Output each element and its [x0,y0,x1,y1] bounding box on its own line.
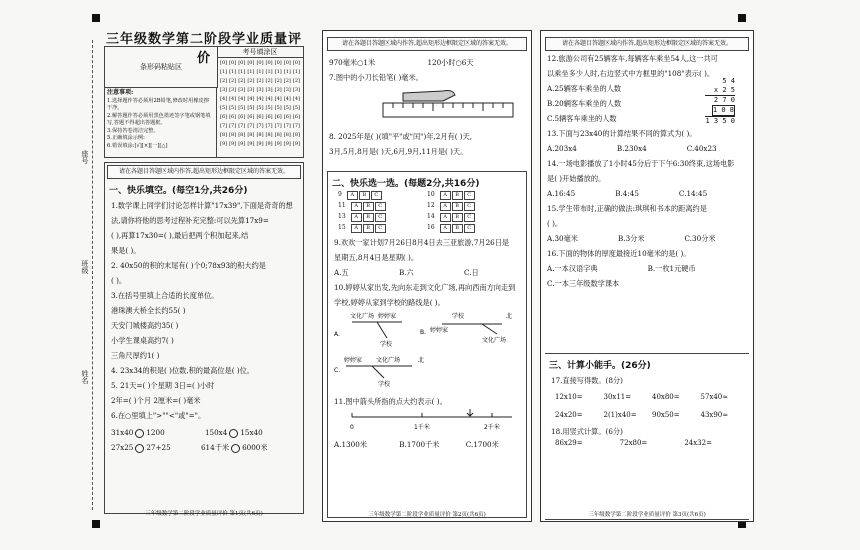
choice-bubble[interactable]: B [363,202,374,211]
side-seat: 座号 [81,150,89,164]
bubble[interactable]: [6] [274,114,282,120]
page-footer: 三年级数学第二阶段学业质量评价 第2页(共6页) [368,512,486,518]
choice-number: 14 [427,213,435,220]
bubble[interactable]: [7] [220,123,228,129]
page-2 [322,30,532,522]
bubble[interactable]: [5] [256,105,264,111]
question-13: 13.下面与23x40的计算结果不同的算式为( )。 [547,129,697,138]
page-3 [540,30,754,522]
bubble[interactable]: [4] [220,96,228,102]
bubble[interactable]: [4] [238,96,246,102]
bubble[interactable]: [1] [292,69,300,75]
bubble[interactable]: [5] [247,105,255,111]
option-a[interactable]: A.一本汉语字典 [547,264,598,273]
compare-text: 970毫米○1米 [329,58,376,67]
bubble[interactable]: [2] [283,78,291,84]
choice-row [338,213,427,222]
choice-bubble[interactable]: B [452,202,463,211]
option-b[interactable]: B.一枚1元硬币 [647,264,696,273]
bubble[interactable]: [4] [274,96,282,102]
bubble[interactable]: [7] [265,123,273,129]
option-c[interactable]: C.一本三年级数学课本 [547,279,620,288]
choice-row [338,191,427,200]
choice-bubble[interactable]: C [464,191,475,200]
choice-bubble[interactable]: C [464,213,475,222]
bubble[interactable]: [0] [229,60,237,66]
question-line: 4. 23x34的积是( )位数,积的最高位是( )位。 [111,366,254,375]
bubble[interactable]: [2] [247,78,255,84]
compare-right: 6000米 [242,443,268,452]
compare-row [329,55,531,70]
bubble[interactable]: [3] [238,87,246,93]
question-line: ( ),再算17x30=( ),最后把两个积加起来,结 [111,231,249,240]
choice-row [427,202,516,211]
bubble[interactable]: [8] [274,132,282,138]
page-title: 三年级数学第二阶段学业质量评价 [105,32,302,66]
binding-line [92,40,93,510]
compare-circle[interactable] [231,444,240,453]
compare-circle[interactable] [135,444,144,453]
bubble[interactable]: [7] [274,123,282,129]
bubble[interactable]: [0] [256,60,264,66]
question-line: 2. 40x50的积的末尾有( )个0;78x93的积大约是 [111,261,266,270]
q13-options [547,141,753,156]
question-line: 6.在○里填上">""<"或"="。 [111,411,206,420]
bubble[interactable]: [9] [274,141,282,147]
question-11: 11.图中箭头所指的点大约表示( )。 [334,397,447,406]
corner-mark [92,14,100,22]
choice-number: 15 [338,224,346,231]
choice-bubble[interactable]: A [351,202,362,211]
option-a[interactable]: A.25辆客车乘坐的人数 [547,84,622,93]
choice-row [338,224,427,233]
bubble[interactable]: [0] [247,60,255,66]
bubble[interactable]: [7] [238,123,246,129]
compare-right: 27+25 [146,443,171,452]
note-line: 1.选择题作答必须用2B铅笔,修改时用橡皮擦干净。 [107,97,209,111]
option-c[interactable]: C.1700米 [465,440,499,449]
choice-bubble[interactable]: B [452,224,463,233]
question-17: 17.直接写得数。(8分) [551,376,623,385]
choice-row [427,191,516,200]
question-line: 3.在括号里填上合适的长度单位。 [111,291,219,300]
bubble[interactable]: [0] [283,60,291,66]
bubble[interactable]: [9] [238,141,246,147]
choice-bubble[interactable]: C [375,202,386,211]
side-class: 班级 [81,260,89,274]
question-line: 法,请你将他的思考过程补充完整:可以先算17x9= [111,216,269,225]
choice-bubble[interactable]: B [363,224,374,233]
question-12: 12.旅游公司有25辆客车,每辆客车乘坐54人,这一共可 [547,54,718,63]
exam-number-label: 考号填涂区 [217,47,303,58]
bubble[interactable]: [6] [292,114,300,120]
bubble[interactable]: [6] [220,114,228,120]
calc-item: 12x10= [555,393,583,401]
vert-line: 1 3 5 0 [705,117,735,125]
question-9-line: 星期五,8月4日是星期( )。 [334,253,419,262]
bubble[interactable]: [0] [220,60,228,66]
exam-number-grid[interactable] [217,47,303,157]
question-14-line: 是( )开始播放的。 [547,174,606,183]
section-title: 三、计算小能手。(26分) [549,361,651,371]
banner: 请在各题目答题区域内作答,超出矩形边框限定区域的答案无效。 [107,165,301,179]
tick-label: 2千米 [484,424,500,431]
note-line: 6.错误填涂:[√][×][一][△] [107,142,168,149]
bubble[interactable]: [4] [256,96,264,102]
compare-left: 27x25 [111,443,134,452]
bubble[interactable]: [1] [274,69,282,75]
vert-line: 5 4 [722,77,735,85]
map-label: 婷婷家 [430,327,449,334]
calc-grid [555,388,749,424]
choice-bubble[interactable]: A [351,213,362,222]
q14-options [547,186,753,201]
bubble[interactable]: [5] [292,105,300,111]
option-c[interactable]: C.日 [464,268,479,277]
vcalc-item: 72x80= [619,439,648,447]
tick-label: 1千米 [414,424,430,431]
vertical-calc [705,77,735,126]
choice-row [338,202,427,211]
tick-label: 0 [350,424,354,431]
question-7: 7.图中的小刀长铅笔( )毫米。 [329,73,423,82]
map-c-label: C. [334,367,341,374]
choice-number: 16 [427,224,435,231]
question-8: 8. 2025年是( )(填"平"或"闰")年,2月有( )天, [329,132,473,141]
calc-item: 40x80= [652,393,680,401]
bubble[interactable]: [9] [229,141,237,147]
bubble[interactable]: [3] [256,87,264,93]
option-c[interactable]: C.40x23 [686,144,717,153]
choice-row [427,224,516,233]
compare-text: 120小时○6天 [427,58,474,67]
choice-bubble[interactable]: A [347,191,358,200]
bubble[interactable]: [1] [283,69,291,75]
question-15: 15.学生带布时,正确的做法:琪琪和书本的距离约是 [547,204,707,213]
bubble[interactable]: [3] [292,87,300,93]
option-a[interactable]: A.五 [334,268,349,277]
side-name: 姓名 [81,370,89,384]
question-line: 港珠澳大桥全长约55( ) [111,306,186,315]
bubble[interactable]: [5] [265,105,273,111]
question-line: 5. 21天=( )个星期 3日=( )小时 [111,381,215,390]
notes-heading: 注意事项: [107,89,134,96]
option-a[interactable]: A.30毫米 [547,234,578,243]
bubble[interactable]: [2] [220,78,228,84]
bubble[interactable]: [3] [247,87,255,93]
bubble[interactable]: [7] [247,123,255,129]
choice-number: 12 [427,202,435,209]
answer-area-3 [545,353,749,520]
bubble[interactable]: [0] [238,60,246,66]
question-10-line: 学校,婷婷从家到学校的路线是( )。 [334,298,445,307]
compare-left: 31x40 [111,428,134,437]
bubble[interactable]: [8] [283,132,291,138]
choice-bubble[interactable]: B [452,191,463,200]
vert-line: 2 7 0 [713,96,735,104]
north-label: 北 [506,313,513,320]
calc-item: 90x50= [652,411,680,419]
compare-right: 1200 [146,428,165,437]
choice-bubble[interactable]: A [440,202,451,211]
map-label: 婷婷家 [344,357,363,364]
bubble[interactable]: [2] [274,78,282,84]
calc-item: 24x20= [555,411,583,419]
compare-row [111,425,303,440]
bubble[interactable]: [5] [283,105,291,111]
compare-row [111,440,303,455]
bubble[interactable]: [6] [265,114,273,120]
calc-item: 43x90≈ [700,411,729,419]
calc-item: 2(1)x40= [603,411,637,419]
choice-bubble[interactable]: C [375,224,386,233]
choice-bubble[interactable]: B [452,213,463,222]
option-b[interactable]: B.20辆客车乘坐的人数 [547,99,622,108]
choice-number: 10 [427,191,435,198]
bubble[interactable]: [5] [238,105,246,111]
bubble[interactable]: [1] [238,69,246,75]
map-a-label: A. [334,331,340,338]
section-title: 二、快乐选一选。(每题2分,共16分) [332,179,480,189]
map-label: 文化广场 [482,337,507,344]
option-b[interactable]: B.4:45 [615,189,639,198]
bubble[interactable]: [1] [220,69,228,75]
option-b[interactable]: B.3分米 [618,234,645,243]
bubble[interactable]: [8] [265,132,273,138]
bubble[interactable]: [8] [292,132,300,138]
number-line [332,409,532,433]
bubble[interactable]: [8] [238,132,246,138]
map-label: 婷婷家 [378,313,397,320]
question-10: 10.婷婷从家出发,先向东走到文化广场,再向西南方向走到 [334,283,516,292]
bubble[interactable]: [6] [247,114,255,120]
option-a[interactable]: A.203x4 [547,144,577,153]
bubble[interactable]: [7] [256,123,264,129]
question-line: ( )。 [111,276,127,285]
calc-item: 30x11= [603,393,632,401]
choice-bubble[interactable]: B [363,213,374,222]
bubble[interactable]: [2] [229,78,237,84]
page-footer: 三年级数学第二阶段学业质量评价 第3页(共6页) [588,512,706,518]
bubble[interactable]: [4] [292,96,300,102]
north-label: 北 [418,357,425,364]
choice-number: 13 [338,213,346,220]
note-line: 5.正确填涂示例: [107,135,145,141]
knife-icon [403,91,455,102]
bubble[interactable]: [8] [220,132,228,138]
vcalc-item: 24x32= [684,439,712,447]
option-c[interactable]: C.5辆客车乘坐的人数 [547,114,617,123]
bubble[interactable]: [9] [292,141,300,147]
bubble[interactable]: [1] [229,69,237,75]
bubble[interactable]: [3] [274,87,282,93]
question-line: 果是( )。 [111,246,141,255]
page-footer: 三年级数学第二阶段学业质量评价 第1页(共6页) [145,511,263,517]
corner-mark [738,14,746,22]
notes [105,87,217,157]
bubble[interactable]: [2] [292,78,300,84]
option-b[interactable]: B.六 [398,268,414,277]
question-16: 16.下面的物体的厚度最接近10毫米的是( )。 [547,249,691,258]
question-12-line: 以乘坐多少人时,右边竖式中方框里的"108"表示( )。 [547,69,715,78]
option-a[interactable]: A.16:45 [547,189,576,198]
choice-number: 11 [338,202,346,209]
compare-circle[interactable] [135,429,144,438]
option-b[interactable]: B.230x4 [616,144,647,153]
note-line: 3.保持答卷清洁完整。 [107,127,159,134]
bubble[interactable]: [0] [292,60,300,66]
section-title: 一、快乐填空。(每空1分,共26分) [109,186,248,196]
question-14: 14.一场电影播放了1小时45分后于下午6:30终束,这场电影 [547,159,735,168]
bubble[interactable]: [1] [256,69,264,75]
bubble[interactable]: [9] [256,141,264,147]
bubble[interactable]: [7] [283,123,291,129]
question-15-line: ( )。 [547,219,563,228]
question-line: 天安门城楼高约35( ) [111,321,179,330]
map-label: 学校 [452,313,465,320]
bubble[interactable]: [6] [238,114,246,120]
question-9: 9.欢欢一家计划7月26日8月4日去三亚旅游,7月26日是 [334,238,510,247]
bubble[interactable]: [5] [274,105,282,111]
answer-area-2 [327,171,527,518]
bubble[interactable]: [6] [229,114,237,120]
bubble[interactable]: [3] [265,87,273,93]
option-c[interactable]: C.30分米 [684,234,716,243]
bubble[interactable]: [3] [220,87,228,93]
choice-bubble[interactable]: A [440,224,451,233]
answer-area-1 [104,162,304,514]
bubble[interactable]: [8] [229,132,237,138]
map-label: 学校 [378,381,391,388]
map-label: 文化广场 [376,357,401,364]
bubble[interactable]: [8] [247,132,255,138]
ruler-knife-figure [343,85,543,125]
question-line: 2年=( )个月 2厘米=( )毫米 [111,396,201,405]
calc-item: 57x40≈ [700,393,729,401]
bubble[interactable]: [5] [229,105,237,111]
banner: 请在各题目答题区域内作答,超出矩形边框限定区域的答案无效。 [327,37,527,51]
compare-right: 15x40 [240,428,263,437]
option-c[interactable]: C.14:45 [678,189,708,198]
barcode-area: 条形码粘贴区 [105,47,218,88]
vert-line: x 2 5 [705,86,735,96]
bubble[interactable]: [1] [247,69,255,75]
corner-mark [92,520,100,528]
choice-bubble[interactable]: C [375,213,386,222]
page-1 [100,20,308,520]
bubble[interactable]: [9] [283,141,291,147]
compare-left: 150x4 [204,428,228,437]
bubble[interactable]: [4] [229,96,237,102]
bubble[interactable]: [7] [229,123,237,129]
choice-bubble[interactable]: B [359,191,370,200]
bubble[interactable]: [9] [265,141,273,147]
question-8-line: 3月,5月,8月是( )天,6月,9月,11月是( )天。 [329,147,468,156]
note-line: 2.解答题作答必须用黑色墨迹签字笔或钢笔填写,答题不得超出答题框。 [107,112,211,126]
bubble[interactable]: [2] [238,78,246,84]
q15-options [547,231,753,246]
compare-left: 614千米 [200,443,230,452]
choice-grid[interactable] [338,191,516,233]
choice-bubble[interactable]: A [440,191,451,200]
q16-options [547,261,753,276]
choice-bubble[interactable]: C [464,224,475,233]
choice-number: 9 [338,191,342,198]
map-b-label: B. [420,329,427,336]
bubble[interactable]: [6] [283,114,291,120]
bubble[interactable]: [6] [256,114,264,120]
bubble[interactable]: [2] [256,78,264,84]
map-label: 学校 [380,341,393,348]
map-label: 文化广场 [350,313,375,320]
question-line: 1.数学课上同学们讨论怎样计算"17x39",下面是奇奇的想 [111,201,293,210]
bubble[interactable]: [9] [220,141,228,147]
bubble[interactable]: [0] [274,60,282,66]
route-maps [332,310,532,390]
bubble[interactable]: [7] [292,123,300,129]
bubble[interactable]: [9] [247,141,255,147]
choice-row [427,213,516,222]
choice-bubble[interactable]: C [464,202,475,211]
compare-circle[interactable] [229,429,238,438]
bubble[interactable]: [4] [265,96,273,102]
bubble[interactable]: [8] [256,132,264,138]
option-a[interactable]: A.1300米 [334,440,367,449]
bubble[interactable]: [2] [265,78,273,84]
header-box [104,46,304,158]
question-line: 小学生课桌高约7( ) [111,336,174,345]
bubble[interactable]: [4] [283,96,291,102]
bubble[interactable]: [3] [229,87,237,93]
question-line: 三角尺厚约1( ) [111,351,160,360]
option-b[interactable]: B.1700千米 [399,440,440,449]
arrow-icon [467,409,473,416]
vert-line-boxed: 1 0 8 [712,106,734,114]
bubble-grid[interactable] [217,58,303,150]
bubble[interactable]: [4] [247,96,255,102]
bubble[interactable]: [1] [265,69,273,75]
q11-options [334,437,526,452]
bubble[interactable]: [5] [220,105,228,111]
banner: 请在各题目答题区域内作答,超出矩形边框限定区域的答案无效。 [545,37,749,51]
bubble[interactable]: [0] [265,60,273,66]
vcalc-item: 86x29= [555,439,583,447]
question-18: 18.用竖式计算。(6分) [551,427,623,436]
bubble[interactable]: [3] [283,87,291,93]
choice-bubble[interactable]: A [351,224,362,233]
q9-options [334,265,526,280]
choice-bubble[interactable]: C [371,191,382,200]
choice-bubble[interactable]: A [440,213,451,222]
vcalc-grid [555,439,749,447]
